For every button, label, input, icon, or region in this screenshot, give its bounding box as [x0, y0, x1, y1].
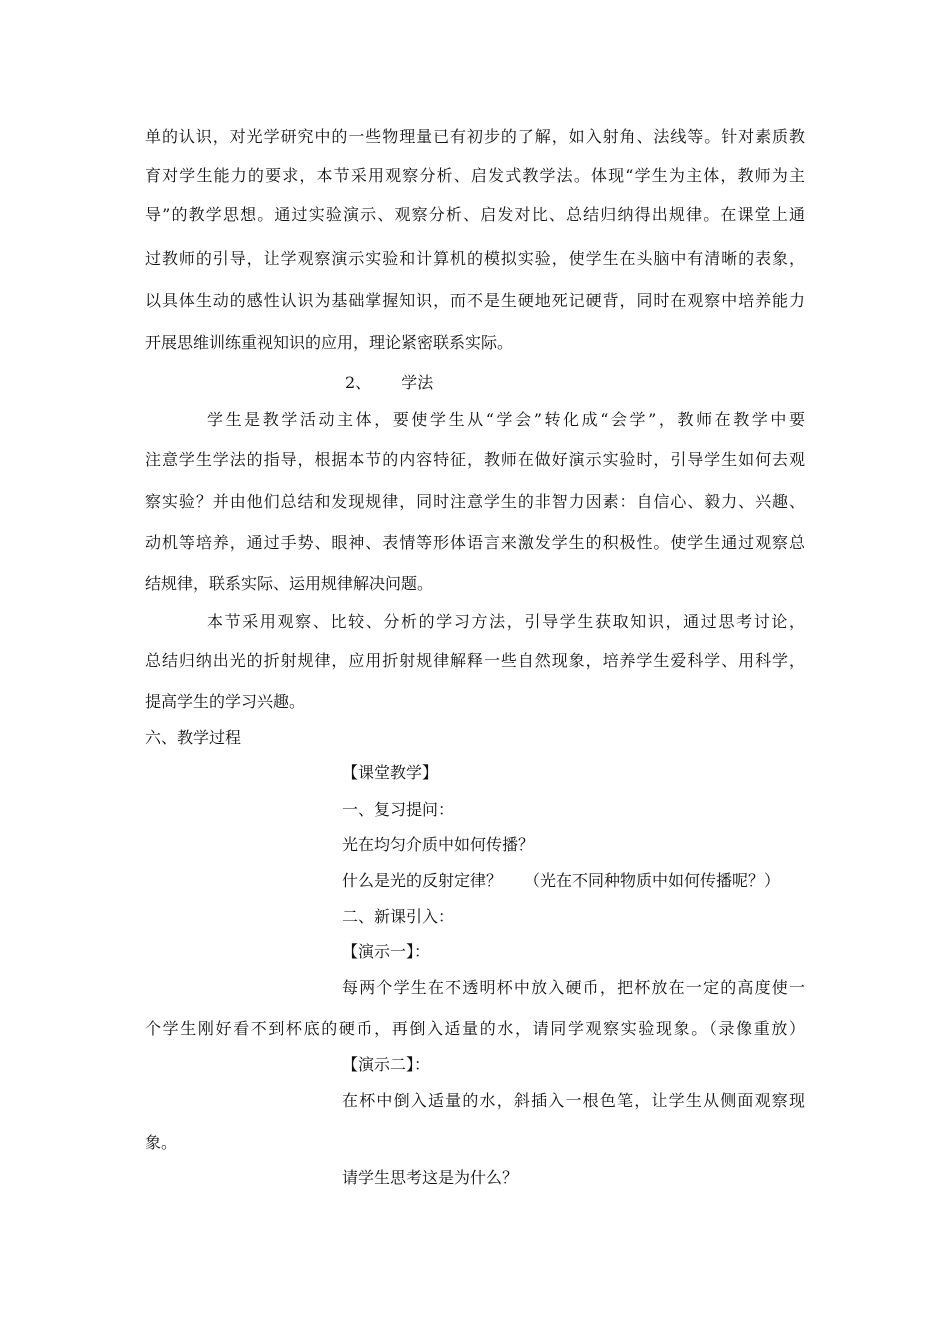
method-line-3: 导”的教学思想。通过实验演示、观察分析、启发对比、总结归纳得出规律。在课堂上通: [145, 205, 805, 224]
method-line-5: 以具体生动的感性认识为基础掌握知识，而不是生硬地死记硬背，同时在观察中培养能力: [145, 291, 805, 310]
method-line-4: 过教师的引导，让学观察演示实验和计算机的模拟实验，使学生在头脑中有清晰的表象，: [145, 249, 805, 268]
section-2-number: 2、: [345, 373, 372, 392]
review-question-2: 什么是光的反射定律？: [342, 871, 503, 890]
demo-1-line-2: 个学生刚好看不到杯底的硬币，再倒入适量的水，请同学观察实验现象。（录像重放）: [145, 1019, 805, 1038]
review-heading: 一、复习提问：: [342, 800, 455, 819]
study-line-5: 结规律，联系实际、运用规律解决问题。: [145, 574, 434, 593]
review-question-2-note: （光在不同种物质中如何传播呢？）: [524, 871, 781, 890]
study2-line-2: 总结归纳出光的折射规律，应用折射规律解释一些自然现象，培养学生爱科学、用科学，: [145, 651, 805, 670]
demo-2-line-1: 在杯中倒入适量的水，斜插入一根色笔，让学生从侧面观察现: [342, 1091, 805, 1110]
study-line-2: 注意学生学法的指导，根据本节的内容特征，教师在做好演示实验时，引导学生如何去观: [145, 450, 805, 469]
review-question-1: 光在均匀介质中如何传播？: [342, 835, 535, 854]
classroom-title: 【课堂教学】: [342, 763, 439, 782]
study-line-1: 学生是教学活动主体，要使学生从“学会”转化成“会学”，教师在教学中要: [207, 410, 805, 429]
demo-2-line-2: 象。: [145, 1133, 178, 1152]
intro-heading: 二、新课引入：: [342, 907, 455, 926]
section-2-title: 学法: [401, 373, 434, 392]
demo-1-label: 【演示一】：: [342, 942, 431, 961]
section-6-heading: 六、教学过程: [145, 728, 242, 747]
method-line-6: 开展思维训练重视知识的应用，理论紧密联系实际。: [145, 333, 514, 352]
section-2-heading: [345, 373, 433, 393]
review-question-2-line: [342, 871, 780, 891]
method-line-1: 单的认识，对光学研究中的一些物理量已有初步的了解，如入射角、法线等。针对素质教: [145, 127, 805, 146]
study2-line-1: 本节采用观察、比较、分析的学习方法，引导学生获取知识，通过思考讨论，: [207, 612, 805, 631]
demo-1-line-1: 每两个学生在不透明杯中放入硬币，把杯放在一定的高度使一: [342, 978, 805, 997]
method-line-2: 育对学生能力的要求，本节采用观察分析、启发式教学法。体现“学生为主体，教师为主: [145, 166, 805, 185]
think-prompt: 请学生思考这是为什么？: [342, 1168, 519, 1187]
demo-2-label: 【演示二】：: [342, 1055, 431, 1074]
study-line-3: 察实验？并由他们总结和发现规律，同时注意学生的非智力因素：自信心、毅力、兴趣、: [145, 492, 805, 511]
study-line-4: 动机等培养，通过手势、眼神、表情等形体语言来激发学生的积极性。使学生通过观察总: [145, 533, 805, 552]
study2-line-3: 提高学生的学习兴趣。: [145, 692, 306, 711]
